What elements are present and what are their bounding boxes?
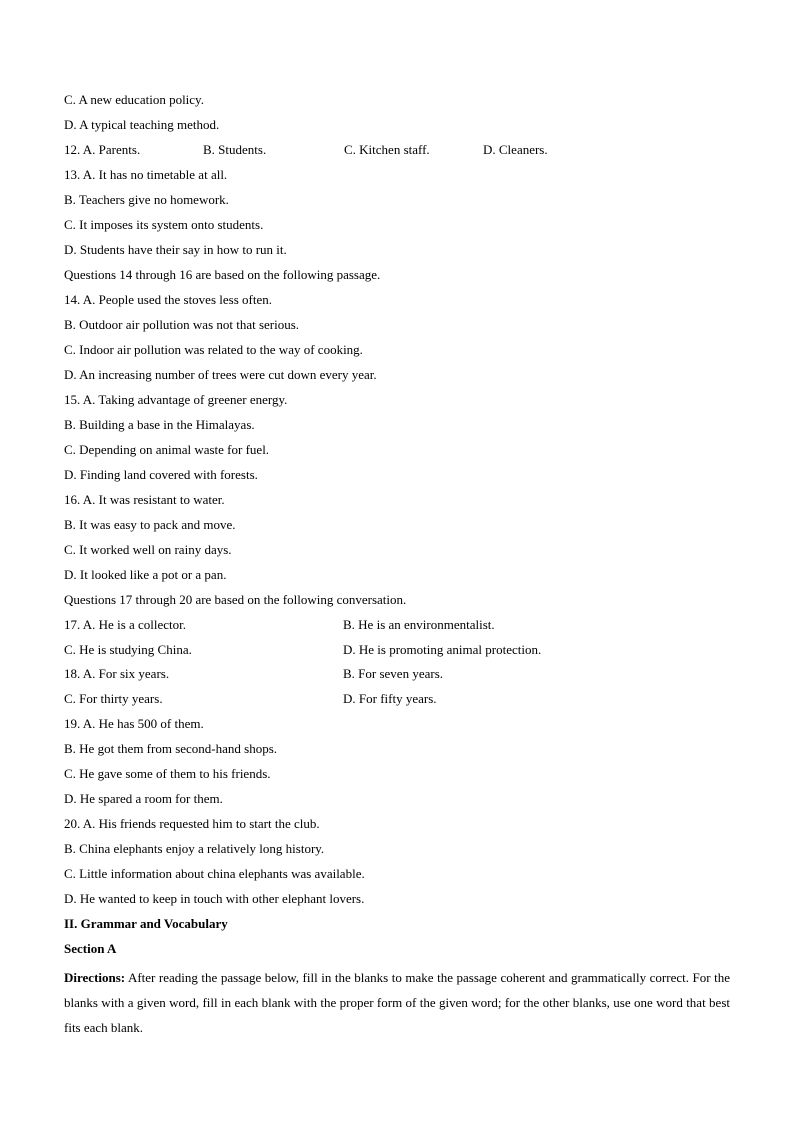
q16-option-d: D. It looked like a pot or a pan. bbox=[64, 567, 227, 582]
q15-option-a: 15. A. Taking advantage of greener energy. bbox=[64, 392, 288, 407]
q18-option-b: B. For seven years. bbox=[343, 666, 444, 681]
q19-option-a: 19. A. He has 500 of them. bbox=[64, 716, 204, 731]
q20-option-d: D. He wanted to keep in touch with other elephant lovers. bbox=[64, 891, 365, 906]
conversation-intro-17-20: Questions 17 through 20 are based on the following conversation. bbox=[64, 592, 407, 607]
q17-option-b: B. He is an environmentalist. bbox=[343, 617, 495, 632]
q15-option-d: D. Finding land covered with forests. bbox=[64, 467, 258, 482]
q15-option-b: B. Building a base in the Himalayas. bbox=[64, 417, 255, 432]
q16-option-a: 16. A. It was resistant to water. bbox=[64, 492, 225, 507]
q17-option-d: D. He is promoting animal protection. bbox=[343, 642, 542, 657]
q16-option-b: B. It was easy to pack and move. bbox=[64, 517, 236, 532]
q19-option-b: B. He got them from second-hand shops. bbox=[64, 741, 278, 756]
directions-paragraph bbox=[64, 965, 730, 1040]
directions-label: Directions: bbox=[64, 970, 126, 985]
q13-option-a: 13. A. It has no timetable at all. bbox=[64, 167, 228, 182]
q14-option-d: D. An increasing number of trees were cut down every year. bbox=[64, 367, 377, 382]
q18-option-d: D. For fifty years. bbox=[343, 691, 437, 706]
q13-option-d: D. Students have their say in how to run it. bbox=[64, 242, 287, 257]
q15-option-c: C. Depending on animal waste for fuel. bbox=[64, 442, 270, 457]
q12-option-b: B. Students. bbox=[203, 142, 267, 157]
q14-option-b: B. Outdoor air pollution was not that serious. bbox=[64, 317, 300, 332]
q17-option-a: 17. A. He is a collector. bbox=[64, 617, 187, 632]
q19-option-c: C. He gave some of them to his friends. bbox=[64, 766, 271, 781]
q18-option-c: C. For thirty years. bbox=[64, 691, 163, 706]
q14-option-a: 14. A. People used the stoves less often. bbox=[64, 292, 272, 307]
q17-option-c: C. He is studying China. bbox=[64, 642, 192, 657]
q20-option-a: 20. A. His friends requested him to start the club. bbox=[64, 816, 320, 831]
q13-option-c: C. It imposes its system onto students. bbox=[64, 217, 264, 232]
q20-option-c: C. Little information about china elephants was available. bbox=[64, 866, 365, 881]
q19-option-d: D. He spared a room for them. bbox=[64, 791, 223, 806]
q14-option-c: C. Indoor air pollution was related to the way of cooking. bbox=[64, 342, 363, 357]
q12-option-c: C. Kitchen staff. bbox=[344, 142, 430, 157]
q13-option-b: B. Teachers give no homework. bbox=[64, 192, 229, 207]
passage-intro-14-16: Questions 14 through 16 are based on the following passage. bbox=[64, 267, 381, 282]
q18-option-a: 18. A. For six years. bbox=[64, 666, 170, 681]
q20-option-b: B. China elephants enjoy a relatively long history. bbox=[64, 841, 325, 856]
section-heading: II. Grammar and Vocabulary bbox=[64, 916, 228, 931]
q11-option-c: C. A new education policy. bbox=[64, 92, 204, 107]
q11-option-d: D. A typical teaching method. bbox=[64, 117, 220, 132]
q12-option-d: D. Cleaners. bbox=[483, 142, 548, 157]
directions-text: After reading the passage below, fill in the blanks to make the passage coherent and grammatically correct. For the blanks with a given word, fill in each blank with the proper form of the given word; for the other blanks, use one word that best fits each blank. bbox=[64, 970, 730, 1035]
q12-option-a: 12. A. Parents. bbox=[64, 142, 141, 157]
section-subheading: Section A bbox=[64, 941, 117, 956]
q16-option-c: C. It worked well on rainy days. bbox=[64, 542, 232, 557]
